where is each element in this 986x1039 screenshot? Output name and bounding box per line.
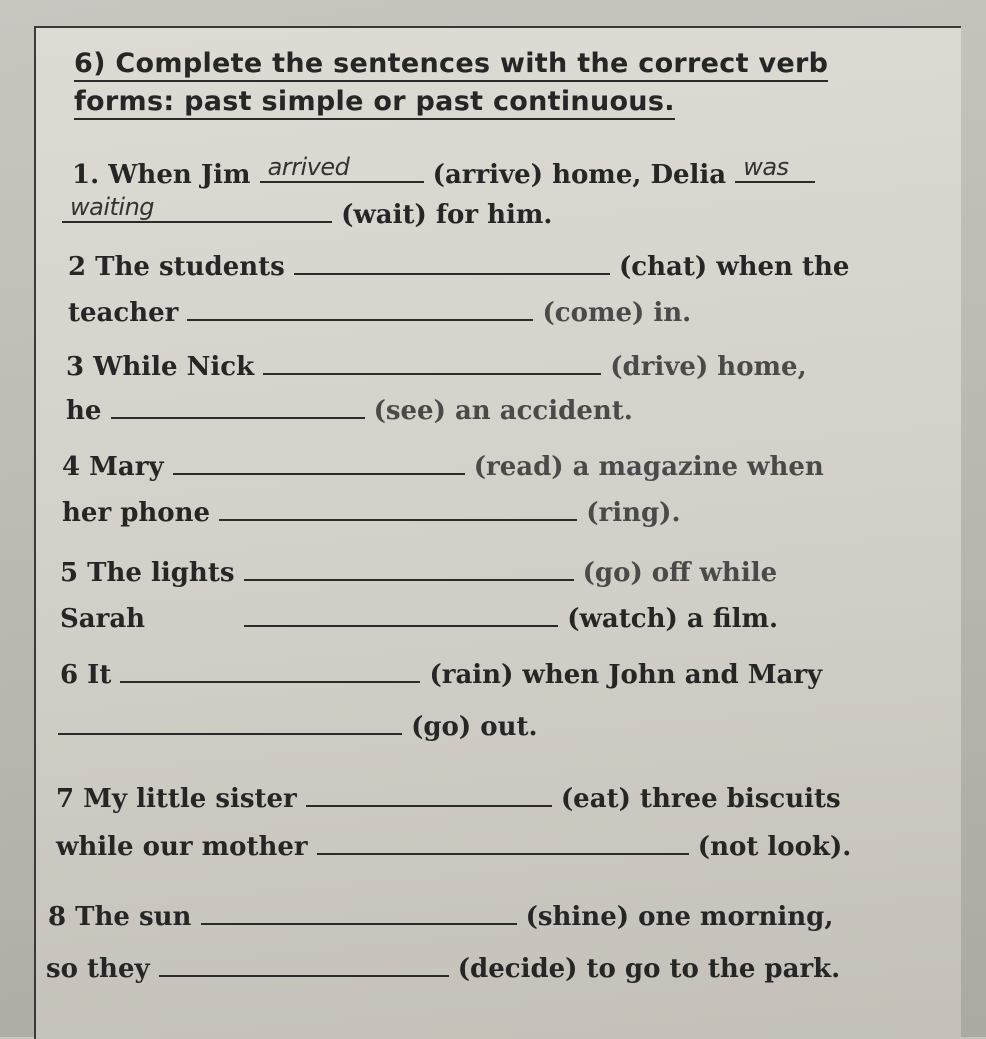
item-6-line-1 bbox=[60, 660, 822, 690]
sentence-text: he bbox=[66, 396, 102, 426]
answer-blank[interactable] bbox=[120, 661, 420, 683]
sentence-text: while our mother bbox=[56, 832, 308, 862]
handwritten-answer: arrived bbox=[267, 153, 350, 181]
answer-blank[interactable] bbox=[263, 353, 601, 375]
sentence-text: (watch) a film. bbox=[567, 604, 779, 634]
item-4-line-2 bbox=[62, 498, 681, 528]
sentence-text: (go) out. bbox=[411, 712, 538, 742]
answer-blank[interactable] bbox=[317, 833, 689, 855]
item-5-line-1 bbox=[60, 558, 777, 588]
answer-blank[interactable] bbox=[244, 605, 558, 627]
answer-blank[interactable] bbox=[294, 253, 610, 275]
sentence-text: (wait) for him. bbox=[341, 200, 553, 230]
handwritten-answer: was bbox=[743, 153, 789, 181]
sentence-text: her phone bbox=[62, 498, 211, 528]
sentence-text: (go) off while bbox=[582, 558, 778, 588]
sentence-text: While Nick bbox=[93, 352, 255, 382]
answer-blank[interactable] bbox=[187, 299, 533, 321]
answer-blank[interactable] bbox=[735, 153, 815, 183]
item-5-line-2 bbox=[60, 604, 778, 634]
sentence-text: (read) a magazine when bbox=[473, 452, 824, 482]
item-number: 1. bbox=[72, 160, 100, 190]
sentence-text: (drive) home, bbox=[610, 352, 807, 382]
sentence-text: Mary bbox=[89, 452, 164, 482]
item-7-line-1 bbox=[56, 784, 841, 814]
sentence-text: My little sister bbox=[83, 784, 297, 814]
sentence-text: The students bbox=[95, 252, 285, 282]
answer-blank[interactable] bbox=[219, 499, 577, 521]
item-number: 2 bbox=[68, 252, 87, 282]
sentence-text: (come) in. bbox=[542, 298, 692, 328]
sentence-text: (see) an accident. bbox=[373, 396, 633, 426]
item-4-line-1 bbox=[62, 452, 824, 482]
item-8-line-1 bbox=[48, 902, 833, 932]
item-1-line-1 bbox=[72, 153, 815, 190]
answer-blank[interactable] bbox=[173, 453, 465, 475]
sentence-text: so they bbox=[46, 954, 150, 984]
item-1-line-2 bbox=[62, 193, 553, 230]
sentence-text: (shine) one morning, bbox=[525, 902, 834, 932]
sentence-text: (rain) when John and Mary bbox=[429, 660, 823, 690]
answer-blank[interactable] bbox=[306, 785, 552, 807]
sentence-text: (not look). bbox=[697, 832, 852, 862]
item-6-line-2 bbox=[58, 712, 538, 742]
item-number: 3 bbox=[66, 352, 85, 382]
exercise-title-line-2: forms: past simple or past continuous. bbox=[74, 86, 675, 120]
sentence-text: Sarah bbox=[60, 604, 146, 634]
answer-blank[interactable] bbox=[58, 713, 402, 735]
sentence-text: When Jim bbox=[108, 160, 251, 190]
answer-blank[interactable] bbox=[260, 153, 424, 183]
item-2-line-2 bbox=[68, 298, 691, 328]
item-3-line-1 bbox=[66, 352, 807, 382]
sentence-text: It bbox=[87, 660, 112, 690]
handwritten-answer: waiting bbox=[70, 193, 155, 221]
answer-blank[interactable] bbox=[62, 193, 332, 223]
sentence-text: (decide) to go to the park. bbox=[457, 954, 841, 984]
item-2-line-1 bbox=[68, 252, 849, 282]
exercise-title-line-1: 6) Complete the sentences with the correct verb bbox=[74, 48, 828, 82]
item-number: 7 bbox=[56, 784, 75, 814]
sentence-text: (eat) three biscuits bbox=[560, 784, 841, 814]
sentence-text: The lights bbox=[87, 558, 235, 588]
item-number: 4 bbox=[62, 452, 81, 482]
item-8-line-2 bbox=[46, 954, 840, 984]
sentence-text: (ring). bbox=[586, 498, 681, 528]
sentence-text: (chat) when the bbox=[618, 252, 850, 282]
item-7-line-2 bbox=[56, 832, 851, 862]
item-number: 5 bbox=[60, 558, 79, 588]
sentence-text: (arrive) home, Delia bbox=[432, 160, 727, 190]
item-3-line-2 bbox=[66, 396, 633, 426]
item-number: 6 bbox=[60, 660, 79, 690]
sentence-text: The sun bbox=[75, 902, 192, 932]
answer-blank[interactable] bbox=[244, 559, 574, 581]
answer-blank[interactable] bbox=[201, 903, 517, 925]
answer-blank[interactable] bbox=[111, 397, 365, 419]
sentence-text: teacher bbox=[68, 298, 179, 328]
item-number: 8 bbox=[48, 902, 67, 932]
answer-blank[interactable] bbox=[159, 955, 449, 977]
